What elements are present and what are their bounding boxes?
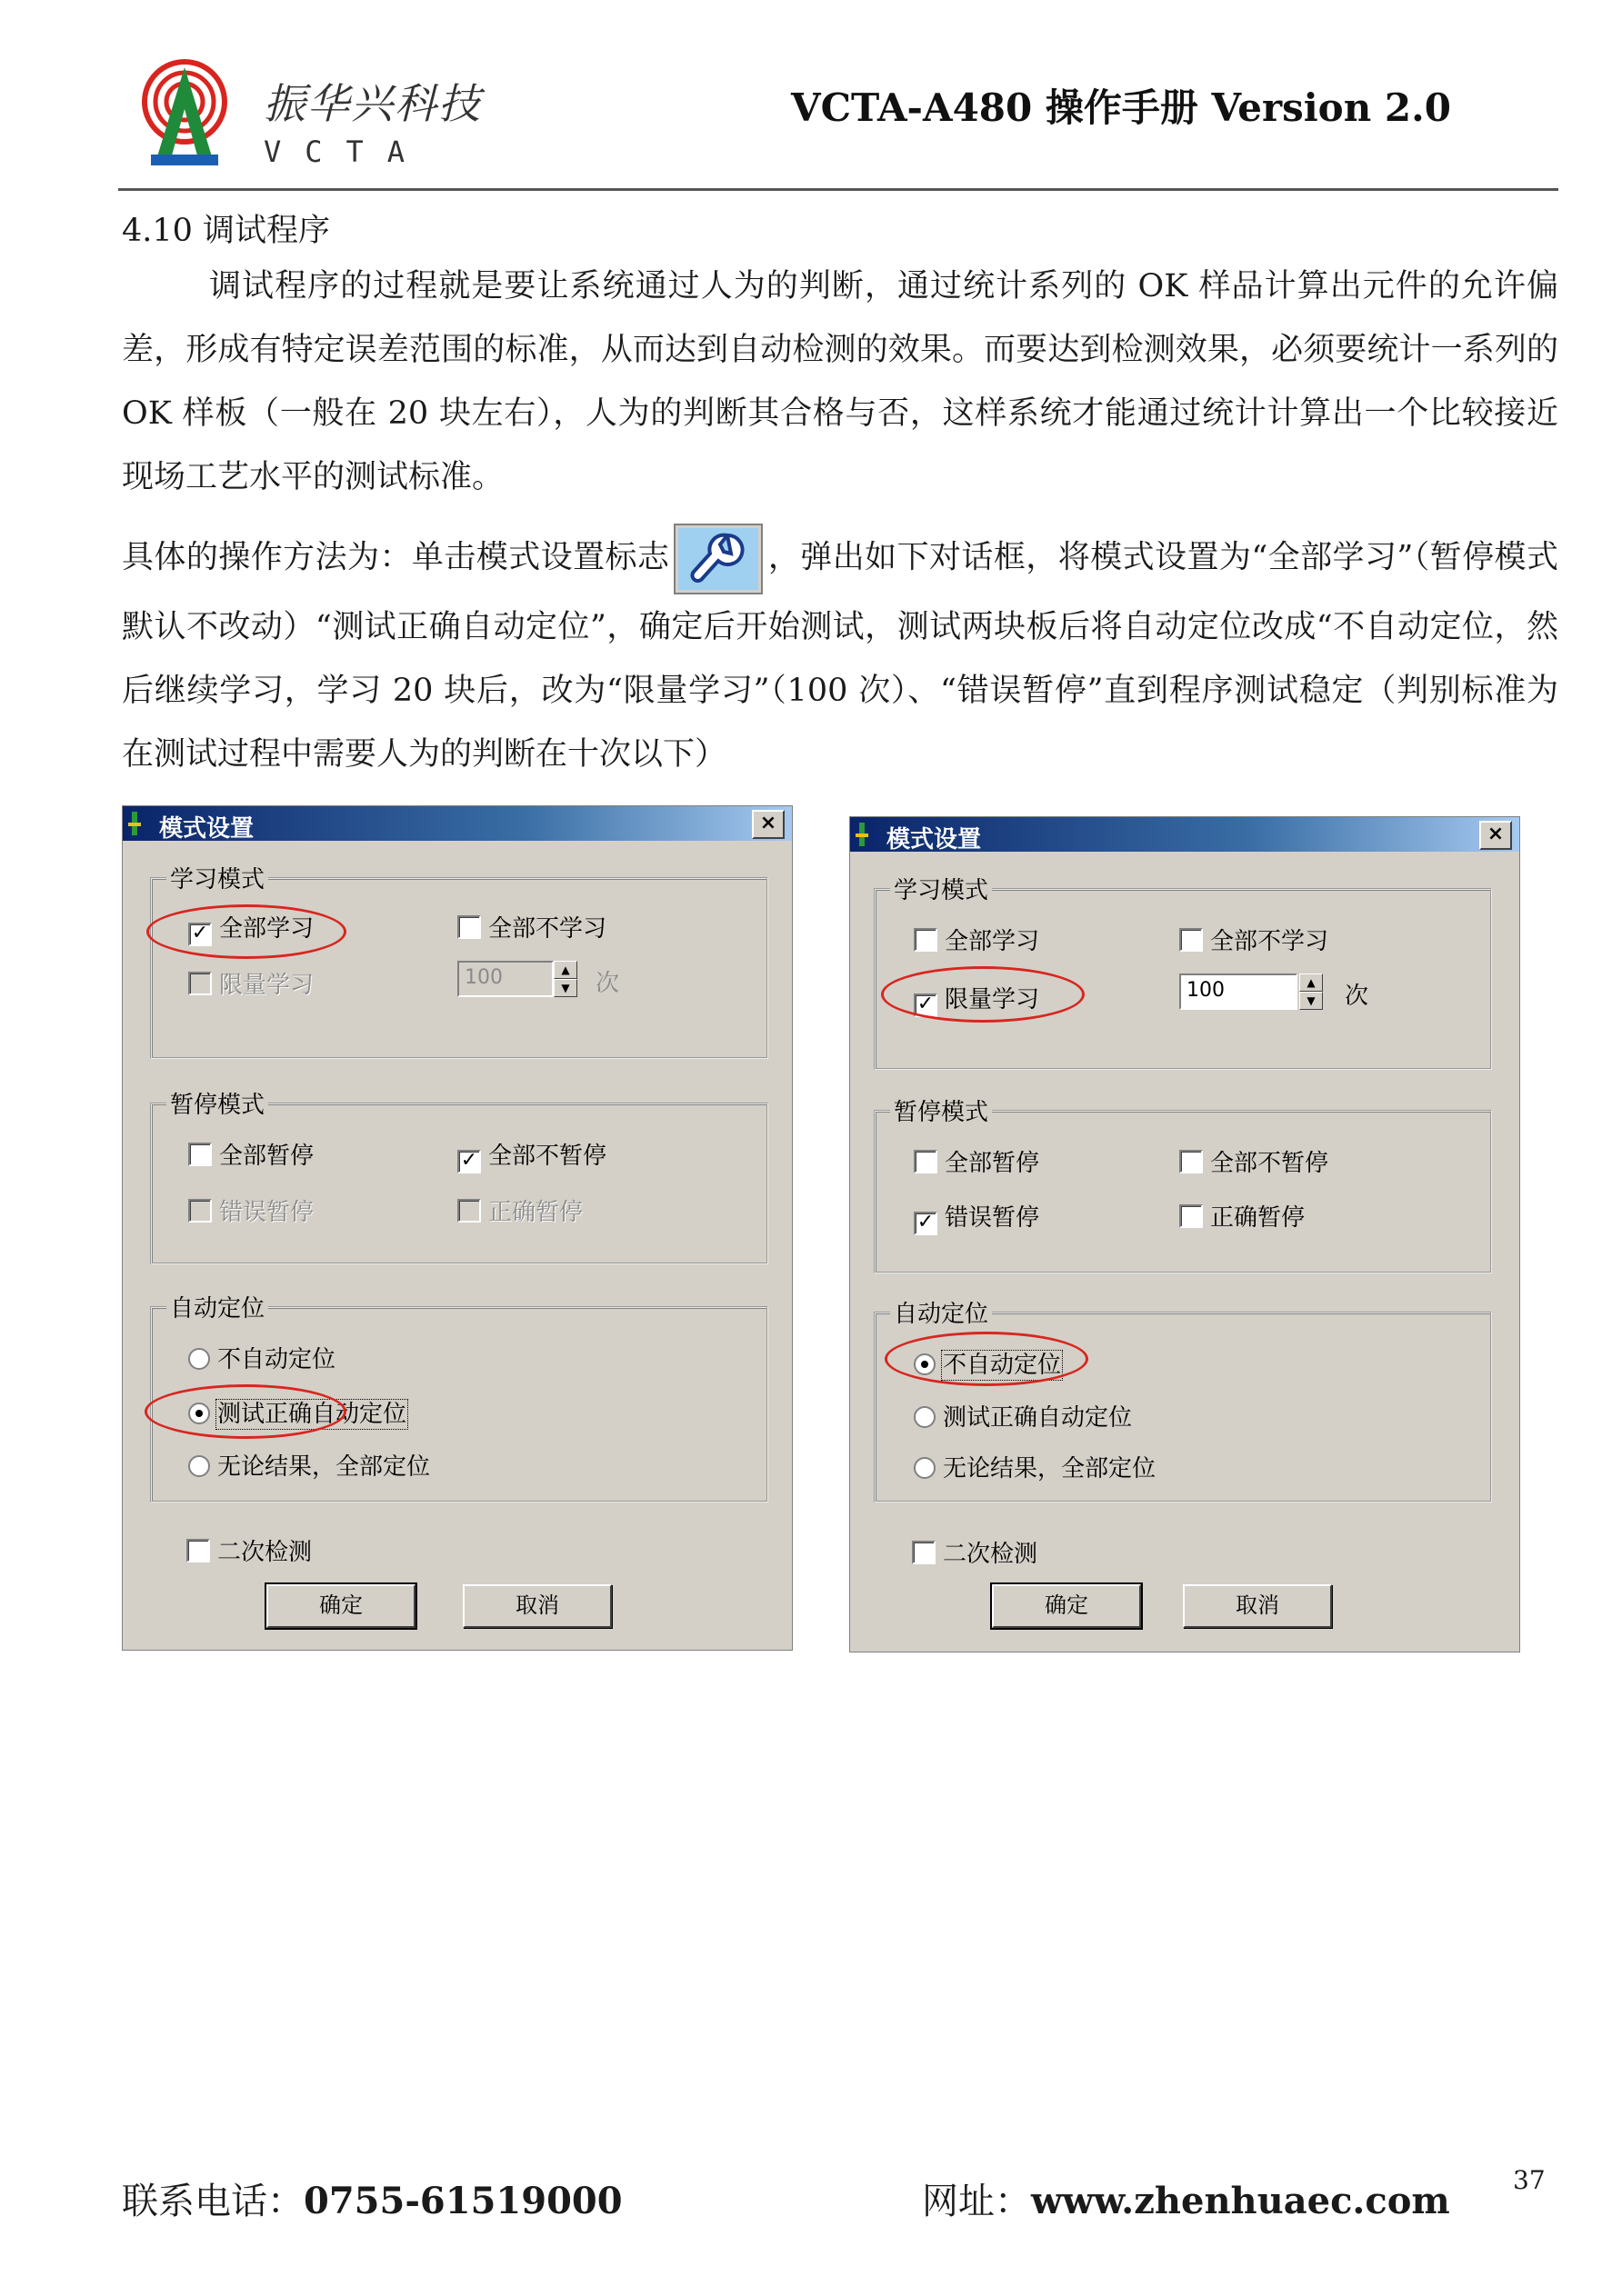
option-label: 全部学习: [945, 928, 1040, 955]
second-check-checkbox[interactable]: [912, 1535, 1037, 1569]
locate-correct-radio[interactable]: [914, 1399, 1132, 1433]
pause-error-checkbox[interactable]: [188, 1193, 314, 1227]
dialog-titlebar: [123, 806, 792, 841]
option-label: 不自动定位: [217, 1346, 336, 1373]
checkbox-box: [1179, 1204, 1203, 1228]
locate-all-radio[interactable]: [914, 1450, 1156, 1483]
option-label: 限量学习: [219, 972, 315, 999]
learn-all-checkbox[interactable]: [914, 923, 1039, 956]
learn-none-checkbox[interactable]: [1179, 923, 1328, 956]
radio-dot: [914, 1457, 936, 1479]
checkbox-box: [1179, 928, 1203, 952]
radio-dot: [188, 1348, 210, 1370]
pause-correct-checkbox[interactable]: [457, 1193, 583, 1227]
pause-none-checkbox[interactable]: [1179, 1144, 1328, 1178]
limit-unit: 次: [1345, 983, 1369, 1010]
ok-button[interactable]: 确定: [266, 1584, 416, 1628]
auto-locate-group: [150, 1295, 768, 1502]
learn-limit-input[interactable]: 100: [1179, 973, 1297, 1010]
checkbox-box: [188, 1143, 212, 1166]
option-label: 限量学习: [945, 986, 1040, 1013]
option-label: 正确暂停: [1210, 1204, 1306, 1232]
option-label: 全部不暂停: [488, 1143, 607, 1170]
second-check-checkbox[interactable]: [186, 1533, 312, 1567]
option-label: 无论结果，全部定位: [943, 1455, 1156, 1482]
group-label: 学习模式: [890, 872, 992, 905]
learn-all-checkbox[interactable]: [188, 910, 314, 946]
paragraph-procedure: [122, 523, 1558, 786]
dialog-titlebar: [850, 817, 1519, 852]
mode-settings-wrench-icon: [673, 523, 764, 595]
checkbox-box: [914, 928, 937, 952]
cancel-button[interactable]: 取消: [1183, 1584, 1332, 1628]
option-label: 二次检测: [943, 1541, 1038, 1568]
footer-phone: [122, 2172, 623, 2224]
close-button[interactable]: ×: [1479, 821, 1512, 850]
option-label: 全部不学习: [488, 915, 607, 943]
group-label: 暂停模式: [166, 1086, 268, 1120]
learn-limit-checkbox[interactable]: [188, 966, 314, 1000]
auto-locate-group: [874, 1301, 1492, 1502]
radio-dot: [914, 1353, 936, 1375]
option-label: 全部不暂停: [1210, 1150, 1329, 1177]
pause-mode-group: [874, 1099, 1492, 1273]
learn-none-checkbox[interactable]: [457, 910, 606, 943]
locate-all-radio[interactable]: [188, 1448, 430, 1482]
option-label: 全部学习: [219, 915, 315, 943]
dialog-title: 模式设置: [159, 815, 255, 843]
option-label: 测试正确自动定位: [217, 1401, 407, 1428]
checkbox-box: ✓: [188, 923, 212, 946]
learn-mode-group: [150, 866, 768, 1059]
page-number: 37: [1513, 2165, 1546, 2195]
checkbox-box: [188, 1199, 212, 1223]
group-label: 学习模式: [166, 861, 268, 894]
radio-dot: [188, 1455, 210, 1477]
spin-up-icon[interactable]: ▲: [1299, 973, 1323, 992]
limit-unit: 次: [596, 970, 620, 997]
spin-down-icon[interactable]: ▼: [1299, 992, 1323, 1010]
checkbox-box: [1179, 1150, 1203, 1173]
option-label: 错误暂停: [945, 1204, 1040, 1232]
checkbox-box: [457, 1199, 481, 1223]
spin-up-icon[interactable]: ▲: [554, 961, 577, 979]
option-label: 全部不学习: [1210, 928, 1329, 955]
option-label: 无论结果，全部定位: [217, 1453, 431, 1481]
app-icon: [854, 821, 874, 848]
radio-dot: [188, 1403, 210, 1424]
checkbox-box: [912, 1541, 936, 1564]
checkbox-box: ✓: [914, 1212, 937, 1235]
brand-name-en: VCTA: [264, 135, 429, 169]
cancel-button[interactable]: 取消: [463, 1584, 612, 1628]
option-label: 测试正确自动定位: [943, 1404, 1133, 1432]
option-label: 不自动定位: [943, 1352, 1062, 1379]
pause-correct-checkbox[interactable]: [1179, 1199, 1305, 1233]
paragraph-intro: 调试程序的过程就是要让系统通过人为的判断，通过统计系列的 OK 样品计算出元件的允许偏差，形成有特定误差范围的标准，从而达到自动检测的效果。而要达到检测效果，必须要统计一系列的 OK 样板（一般在 20 块左右），人为的判断其合格与否，这样系统才能通过统计计算出一个比较接近现场工艺水平的测试标准。: [122, 268, 1558, 495]
option-label: 二次检测: [217, 1539, 313, 1566]
option-label: 全部暂停: [219, 1143, 315, 1170]
checkbox-box: ✓: [457, 1150, 481, 1173]
pause-all-checkbox[interactable]: [914, 1144, 1039, 1178]
procedure-text-after: ，弹出如下对话框，将模式设置为“全部学习”（暂停模式默认不改动）“测试正确自动定位”，确定后开始测试，测试两块板后将自动定位改成“不自动定位，然后继续学习，学习 20 块后，改为“限量学习”（100 次）、“错误暂停”直到程序测试稳定（判别标准为在测试过程中需要人为的判断在十次以下）: [122, 539, 1558, 773]
company-logo-icon: [135, 56, 235, 175]
pause-mode-group: [150, 1092, 768, 1264]
footer-website: [922, 2172, 1450, 2224]
procedure-text-before: 具体的操作方法为：单击模式设置标志: [122, 539, 670, 576]
spin-down-icon[interactable]: ▼: [554, 979, 577, 997]
brand-name-cn: 振华兴科技: [264, 79, 482, 128]
pause-all-checkbox[interactable]: [188, 1137, 314, 1171]
locate-none-radio[interactable]: [914, 1346, 1061, 1380]
pause-none-checkbox[interactable]: [457, 1137, 606, 1173]
mode-settings-dialog-1: [122, 805, 793, 1651]
learn-limit-spinner[interactable]: [554, 961, 577, 997]
ok-button[interactable]: 确定: [992, 1584, 1141, 1628]
checkbox-box: ✓: [914, 993, 937, 1017]
website-label: 网址：: [922, 2181, 1031, 2222]
close-button[interactable]: ×: [752, 810, 785, 839]
website-url[interactable]: www.zhenhuaec.com: [1031, 2180, 1450, 2222]
document-title: VCTA-A480 操作手册 Version 2.0: [791, 85, 1451, 130]
phone-number: 0755-61519000: [304, 2180, 623, 2222]
option-label: 全部暂停: [945, 1150, 1040, 1177]
locate-none-radio[interactable]: [188, 1341, 335, 1374]
group-label: 暂停模式: [890, 1093, 992, 1127]
radio-dot: [914, 1406, 936, 1428]
checkbox-box: [186, 1539, 210, 1562]
checkbox-box: [188, 972, 212, 995]
option-label: 错误暂停: [219, 1199, 315, 1226]
mode-settings-dialog-2: [849, 816, 1520, 1652]
checkbox-box: [457, 915, 481, 939]
phone-label: 联系电话：: [122, 2181, 304, 2222]
learn-limit-spinner[interactable]: [1299, 973, 1323, 1010]
group-label: 自动定位: [890, 1295, 992, 1329]
header-divider: [118, 188, 1558, 191]
locate-correct-radio[interactable]: [188, 1395, 406, 1429]
pause-error-checkbox[interactable]: [914, 1199, 1039, 1235]
app-icon: [126, 810, 146, 837]
option-label: 正确暂停: [488, 1199, 584, 1226]
learn-limit-input[interactable]: 100: [457, 961, 554, 997]
learn-mode-group: [874, 877, 1492, 1070]
group-label: 自动定位: [166, 1290, 268, 1323]
learn-limit-checkbox[interactable]: [914, 981, 1039, 1017]
checkbox-box: [914, 1150, 937, 1173]
section-heading: 4.10 调试程序: [122, 213, 331, 249]
dialog-title: 模式设置: [886, 826, 982, 854]
